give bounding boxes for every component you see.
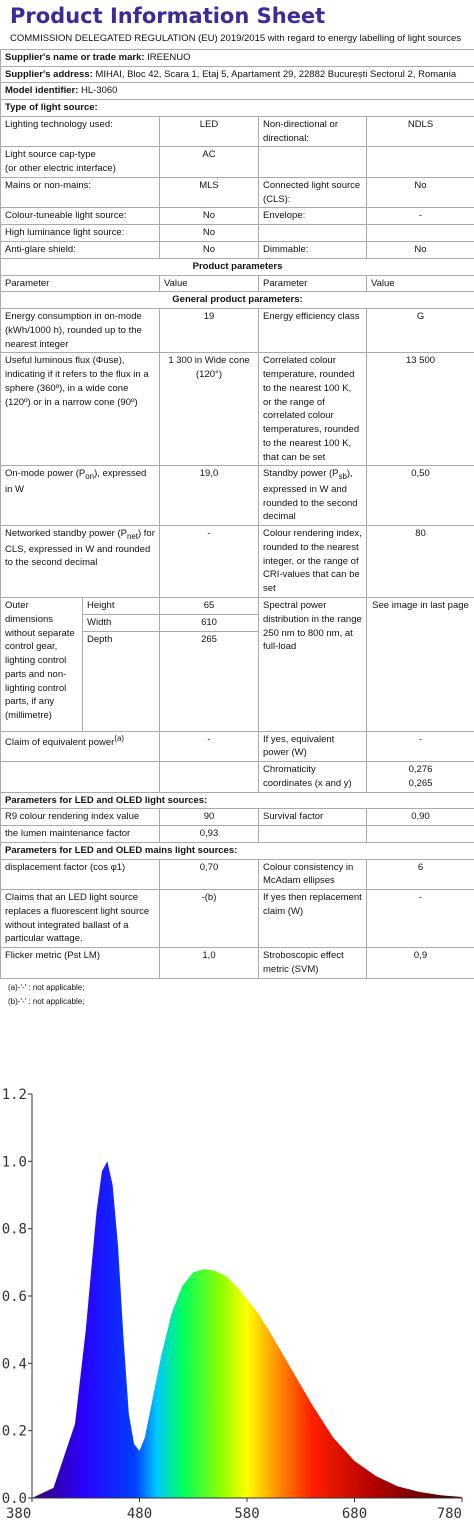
cct-label: Correlated colour temperature, rounded to the nearest 100 K, or the range of correlated colour temperatures, rounded to the nearest 100 K, that can be set: [259, 353, 367, 466]
regulation-text: COMMISSION DELEGATED REGULATION (EU) 2019/2015 with regard to energy labelling of light sources: [10, 33, 462, 44]
spd-label: Spectral power distribution in the range 250 nm to 800 nm, at full-load: [259, 597, 367, 731]
param-row: [1, 466, 474, 526]
params-heading-row: [1, 258, 474, 275]
width-value: 610: [160, 614, 259, 631]
supplier-name-row: [1, 49, 474, 66]
glare-label: Anti-glare shield:: [1, 242, 160, 259]
x-tick-label: 380: [6, 1506, 32, 1522]
equiv-note: (a): [114, 733, 124, 743]
param-row: [1, 890, 474, 948]
dim-value: No: [367, 242, 474, 259]
surv-label: Survival factor: [259, 809, 367, 826]
param-row: [1, 809, 474, 826]
claim-yes-value: -: [367, 890, 474, 948]
spd-value: See image in last page: [367, 597, 474, 731]
onpower-label-b: ), expressed in W: [5, 468, 147, 495]
col-parameter: Parameter: [259, 275, 367, 292]
y-tick-label: 1.0: [1, 1154, 27, 1171]
col-value: Value: [160, 275, 259, 292]
type-row: [1, 208, 474, 225]
cap-label: Light source cap-type: [5, 149, 96, 161]
cri-value: 80: [367, 526, 474, 598]
net-label-b: ) for CLS, expressed in W and rounded to the second decimal: [5, 528, 155, 569]
tune-value: No: [160, 208, 259, 225]
onpower-label: [1, 466, 160, 526]
lum-value: 0,93: [160, 826, 259, 843]
env-label: Envelope:: [259, 208, 367, 225]
spectrum-area: [32, 1161, 462, 1498]
net-label-a: Networked standby power (P: [5, 528, 127, 540]
claim-value: -(b): [160, 890, 259, 948]
plot-area: [32, 1161, 462, 1498]
cls-value: No: [367, 177, 474, 208]
led-heading: Parameters for LED and OLED light sources:: [1, 792, 474, 809]
r9-label: R9 colour rendering index value: [1, 809, 160, 826]
supplier-address: MIHAI, Bloc 42, Scara 1, Etaj 5, Apartament 29, 22882 București Sectorul 2, Romania: [95, 68, 457, 80]
led-heading-row: [1, 792, 474, 809]
mains-label: Mains or non-mains:: [1, 177, 160, 208]
col-value: Value: [367, 275, 474, 292]
strobo-label: Stroboscopic effect metric (SVM): [259, 948, 367, 979]
flux-label: Useful luminous flux (Φuse), indicating if it refers to the flux in a sphere (360º), in a wide cone (120º) or in a narrow cone (90º): [1, 353, 160, 466]
cls-label: Connected light source (CLS):: [259, 177, 367, 208]
footnote-b: (b)-'-' : not applicable;: [8, 997, 85, 1007]
cct-value: 13 500: [367, 353, 474, 466]
claim-label: Claims that an LED light source replaces a fluorescent light source without integrated ballast of a particular wattage.: [1, 890, 160, 948]
cap-note: (or other electric interface): [5, 163, 116, 175]
mains-heading: Parameters for LED and OLED mains light sources:: [1, 842, 474, 859]
dim-label: Dimmable:: [259, 242, 367, 259]
y-tick-label: 0.2: [1, 1423, 27, 1440]
outer-label: Outer dimensions without separate control gear, lighting control parts and non-lighting control parts, if any (millimetre): [1, 597, 83, 731]
equiv-value: -: [160, 731, 259, 762]
param-row: [1, 526, 474, 598]
tech-value: LED: [160, 116, 259, 147]
general-heading-row: [1, 292, 474, 309]
x-tick-label: 580: [234, 1506, 260, 1522]
param-row: [1, 353, 474, 466]
surv-value: 0,90: [367, 809, 474, 826]
env-value: -: [367, 208, 474, 225]
cap-value: AC: [160, 147, 259, 178]
disp-value: 0,70: [160, 859, 259, 890]
lum-label: the lumen maintenance factor: [1, 826, 160, 843]
onpower-label-a: On-mode power (P: [5, 468, 86, 480]
width-label: Width: [83, 614, 160, 631]
model-row: [1, 83, 474, 100]
tune-label: Colour-tuneable light source:: [1, 208, 160, 225]
y-tick-label: 0.6: [1, 1289, 27, 1305]
col-parameter: Parameter: [1, 275, 160, 292]
x-tick-label: 680: [341, 1506, 368, 1522]
equiv-label: [1, 731, 160, 762]
energy-label: Energy consumption in on-mode (kWh/1000 h), rounded up to the nearest integer: [1, 309, 160, 353]
mains-heading-row: [1, 842, 474, 859]
x-tick-label: 480: [126, 1506, 153, 1522]
params-heading: Product parameters: [1, 258, 474, 275]
equiv-yes-value: -: [367, 731, 474, 762]
type-row: [1, 116, 474, 147]
sb-label: [259, 466, 367, 526]
consist-label: Colour consistency in McAdam ellipses: [259, 859, 367, 890]
depth-label: Depth: [83, 631, 160, 731]
param-row: [1, 597, 474, 614]
sb-label-a: Standby power (P: [263, 468, 339, 480]
chroma-y: 0,265: [408, 777, 433, 789]
x-tick-label: 780: [436, 1506, 462, 1522]
equiv-yes-label: If yes, equivalent power (W): [259, 731, 367, 762]
sb-sub: sb: [338, 472, 347, 482]
params-column-header: [1, 275, 474, 292]
sb-label-b: ), expressed in W and rounded to the second decimal: [263, 468, 358, 523]
mains-value: MLS: [160, 177, 259, 208]
supplier-name: IREENUO: [147, 51, 191, 63]
disp-label: displacement factor (cos φ1): [1, 859, 160, 890]
depth-value: 265: [160, 631, 259, 731]
flux-value: 1 300 in Wide cone (120°): [160, 353, 259, 466]
flicker-label: Flicker metric (Pst LM): [1, 948, 160, 979]
equiv-label-text: Claim of equivalent power: [5, 736, 115, 748]
consist-value: 6: [367, 859, 474, 890]
height-label: Height: [83, 597, 160, 614]
sb-value: 0,50: [367, 466, 474, 526]
height-value: 65: [160, 597, 259, 614]
glare-value: No: [160, 242, 259, 259]
type-row: [1, 225, 474, 242]
chroma-x: 0,276: [408, 764, 433, 776]
energy-value: 19: [160, 309, 259, 353]
info-table: [0, 49, 474, 979]
y-tick-label: 0.0: [1, 1491, 27, 1507]
dir-label: Non-directional or directional:: [259, 116, 367, 147]
type-row: [1, 147, 474, 178]
model-label: Model identifier:: [5, 85, 79, 97]
page-title: Product Information Sheet: [10, 4, 326, 28]
type-row: [1, 177, 474, 208]
type-heading: Type of light source:: [1, 100, 474, 117]
hl-value: No: [160, 225, 259, 242]
param-row: [1, 309, 474, 353]
net-value: -: [160, 526, 259, 598]
y-tick-label: 0.8: [1, 1221, 27, 1238]
hl-label: High luminance light source:: [1, 225, 160, 242]
spectral-distribution-chart: [0, 1078, 474, 1530]
footnotes: [0, 979, 474, 1012]
strobo-value: 0,9: [367, 948, 474, 979]
net-sub: net: [126, 532, 138, 542]
onpower-sub: on: [85, 472, 95, 482]
type-row: [1, 242, 474, 259]
eff-value: G: [367, 309, 474, 353]
tech-label: Lighting technology used:: [1, 116, 160, 147]
param-row: [1, 826, 474, 843]
param-row: [1, 948, 474, 979]
y-tick-label: 1.2: [1, 1087, 27, 1103]
param-row: [1, 762, 474, 793]
model-identifier: HL-3060: [81, 85, 118, 97]
cri-label: Colour rendering index, rounded to the nearest integer, or the range of CRI-values that can be set: [259, 526, 367, 598]
supplier-address-label: Supplier's address:: [5, 68, 93, 80]
supplier-address-row: [1, 66, 474, 83]
y-tick-label: 0.4: [1, 1356, 27, 1373]
r9-value: 90: [160, 809, 259, 826]
supplier-name-label: Supplier's name or trade mark:: [5, 51, 145, 63]
dir-value: NDLS: [367, 116, 474, 147]
type-heading-row: [1, 100, 474, 117]
flicker-value: 1,0: [160, 948, 259, 979]
param-row: [1, 731, 474, 762]
chroma-label: Chromaticity coordinates (x and y): [259, 762, 367, 793]
footnote-a: (a)-'-' : not applicable;: [8, 982, 85, 992]
param-row: [1, 859, 474, 890]
claim-yes-label: If yes then replacement claim (W): [259, 890, 367, 948]
net-label: [1, 526, 160, 598]
general-heading: General product parameters:: [1, 292, 474, 309]
eff-label: Energy efficiency class: [259, 309, 367, 353]
onpower-value: 19,0: [160, 466, 259, 526]
